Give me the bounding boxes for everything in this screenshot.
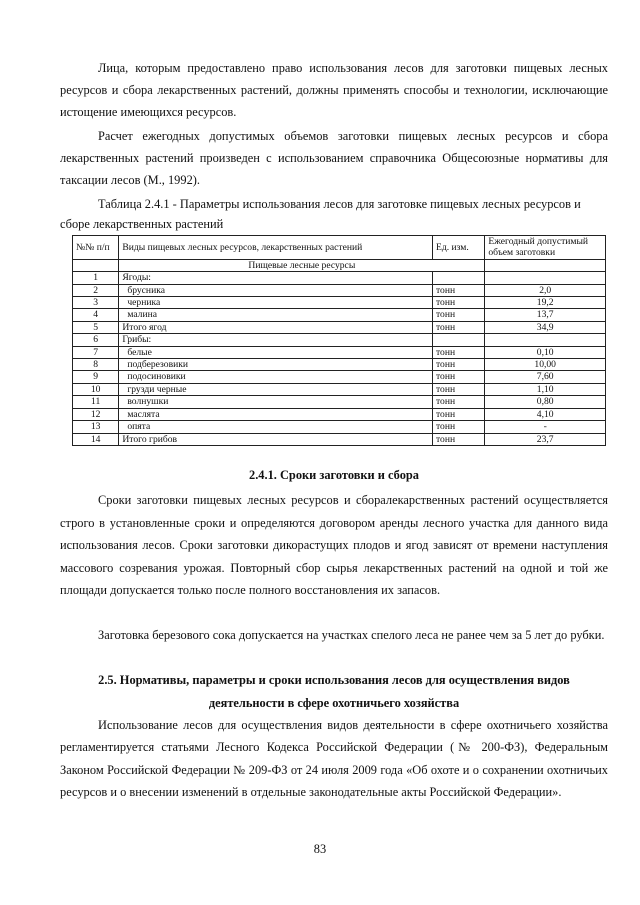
row-name-cell: Итого ягод — [119, 321, 433, 333]
row-number-cell: 3 — [73, 297, 119, 309]
table-row — [73, 371, 606, 383]
intro-paragraph-2: Расчет ежегодных допустимых объемов заготовки пищевых лесных ресурсов и сбора лекарственных растений произведен с использованием справочника Общесоюзные нормативы для таксации лесов (М., 1992). — [60, 129, 608, 187]
section-25-paragraph-1: Использование лесов для осуществления видов деятельности в сфере охотничьего хозяйства регламентируется статьями Лесного Кодекса Российской Федерации (№ 200-ФЗ), Федеральным Законом Российской Федерации № 209-ФЗ от 24 июля 2009 года «Об охоте и о сохранении охотничьих ресурсов и о внесении изменений в отдельные законодательные акты Российской Федерации». — [60, 718, 608, 800]
row-volume-cell: 0,10 — [485, 346, 606, 358]
row-name-cell: маслята — [119, 408, 433, 420]
row-volume-cell: 23,7 — [485, 433, 606, 445]
table-row — [73, 272, 606, 284]
table-row — [73, 396, 606, 408]
row-unit-cell: тонн — [432, 297, 484, 309]
row-name-cell: брусника — [119, 284, 433, 296]
header-unit: Ед. изм. — [432, 236, 484, 260]
row-volume-cell: 2,0 — [485, 284, 606, 296]
section-empty-cell — [485, 259, 606, 271]
section-241-paragraph-2: Заготовка березового сока допускается на участках спелого леса не ранее чем за 5 лет до рубки. — [98, 628, 605, 642]
row-number-cell: 11 — [73, 396, 119, 408]
table-row — [73, 408, 606, 420]
section-241-title: 2.4.1. Сроки заготовки и сбора — [249, 468, 419, 482]
table-section-row — [73, 259, 606, 271]
row-unit-cell: тонн — [432, 309, 484, 321]
row-unit-cell: тонн — [432, 371, 484, 383]
row-volume-cell: 10,00 — [485, 359, 606, 371]
row-name-cell: белые — [119, 346, 433, 358]
table-row — [73, 321, 606, 333]
table-row — [73, 309, 606, 321]
row-unit-cell: тонн — [432, 346, 484, 358]
intro-paragraph-1: Лица, которым предоставлено право использования лесов для заготовки пищевых лесных ресурсов и сбора лекарственных растений, должны применять способы и технологии, исключающие истощение имеющихся ресурсов. — [60, 61, 608, 119]
row-number-cell: 6 — [73, 334, 119, 346]
header-num: №№ п/п — [73, 236, 119, 260]
row-number-cell: 4 — [73, 309, 119, 321]
table-row — [73, 359, 606, 371]
row-volume-cell: 4,10 — [485, 408, 606, 420]
table-row — [73, 334, 606, 346]
row-volume-cell — [485, 334, 606, 346]
row-volume-cell: - — [485, 421, 606, 433]
resources-table — [72, 235, 606, 446]
row-unit-cell — [432, 272, 484, 284]
row-unit-cell — [432, 334, 484, 346]
row-unit-cell: тонн — [432, 383, 484, 395]
row-name-cell: волнушки — [119, 396, 433, 408]
row-volume-cell: 0,80 — [485, 396, 606, 408]
table-row — [73, 346, 606, 358]
row-name-cell: Итого грибов — [119, 433, 433, 445]
row-number-cell: 8 — [73, 359, 119, 371]
row-unit-cell: тонн — [432, 359, 484, 371]
row-unit-cell: тонн — [432, 396, 484, 408]
row-unit-cell: тонн — [432, 408, 484, 420]
table-row — [73, 383, 606, 395]
row-name-cell: Ягоды: — [119, 272, 433, 284]
row-name-cell: малина — [119, 309, 433, 321]
row-unit-cell: тонн — [432, 433, 484, 445]
row-number-cell: 9 — [73, 371, 119, 383]
table-row — [73, 297, 606, 309]
row-number-cell: 2 — [73, 284, 119, 296]
row-number-cell: 10 — [73, 383, 119, 395]
table-section-title: Пищевые лесные ресурсы — [119, 259, 485, 271]
section-25-title-line-1: 2.5. Нормативы, параметры и сроки использования лесов для осуществления видов — [98, 673, 570, 687]
row-name-cell: черника — [119, 297, 433, 309]
row-unit-cell: тонн — [432, 421, 484, 433]
section-241-paragraph-1: Сроки заготовки пищевых лесных ресурсов и сборалекарственных растений осуществляется строго в установленные сроки и определяются договором аренды лесного участка для данного вида использования лесов. Сроки заготовки дикорастущих плодов и ягод зависят от времени наступления массового созревания урожая. Повторный сбор сырья лекарственных растений на одной и той же площади допускается только после полного восстановления их запасов. — [60, 493, 608, 598]
table-row — [73, 421, 606, 433]
row-name-cell: Грибы: — [119, 334, 433, 346]
row-unit-cell: тонн — [432, 321, 484, 333]
row-name-cell: подберезовики — [119, 359, 433, 371]
row-number-cell: 7 — [73, 346, 119, 358]
row-name-cell: опята — [119, 421, 433, 433]
row-number-cell: 12 — [73, 408, 119, 420]
table-row — [73, 284, 606, 296]
header-volume: Ежегодный допустимый объем заготовки — [485, 236, 606, 260]
section-25-title-line-2: деятельности в сфере охотничьего хозяйства — [208, 696, 460, 710]
table-row — [73, 433, 606, 445]
section-empty-cell — [73, 259, 119, 271]
row-volume-cell: 1,10 — [485, 383, 606, 395]
row-name-cell: грузди черные — [119, 383, 433, 395]
row-number-cell: 14 — [73, 433, 119, 445]
table-caption: Таблица 2.4.1 - Параметры использования лесов для заготовке пищевых лесных ресурсов и сборе лекарственных растений — [60, 197, 581, 231]
row-unit-cell: тонн — [432, 284, 484, 296]
row-volume-cell: 19,2 — [485, 297, 606, 309]
header-name: Виды пищевых лесных ресурсов, лекарственных растений — [119, 236, 433, 260]
row-number-cell: 13 — [73, 421, 119, 433]
row-number-cell: 5 — [73, 321, 119, 333]
row-number-cell: 1 — [73, 272, 119, 284]
page-number: 83 — [313, 842, 327, 856]
row-volume-cell: 13,7 — [485, 309, 606, 321]
row-volume-cell — [485, 272, 606, 284]
table-header-row — [73, 236, 606, 260]
row-volume-cell: 34,9 — [485, 321, 606, 333]
row-name-cell: подосиновики — [119, 371, 433, 383]
row-volume-cell: 7,60 — [485, 371, 606, 383]
